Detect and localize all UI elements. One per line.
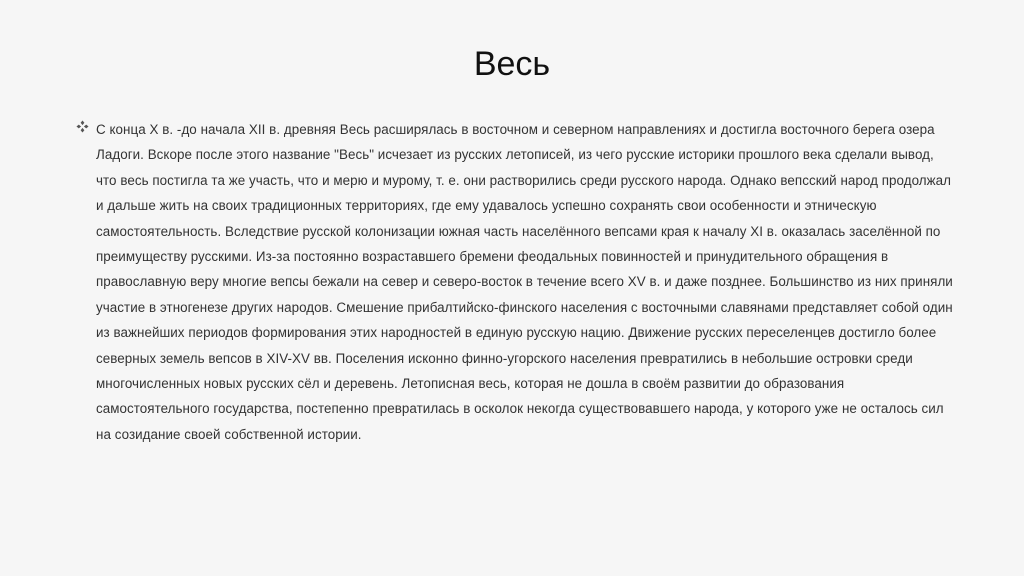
bullet-item: [76, 117, 956, 447]
bullet-text: С конца X в. -до начала XII в. древняя Весь расширялась в восточном и северном направлениях и достигла восточного берега озера Ладоги. Вскоре после этого название "Весь" исчезает из русских летописей, из чего русские историки прошлого века сделали вывод, что весь постигла та же участь, что и мерю и мурому, т. е. они растворились среди русского народа. Однако вепсский народ продолжал и дальше жить на своих традиционных территориях, где ему удавалось успешно сохранять свои особенности и этническую самостоятельность. Вследствие русской колонизации южная часть населённого вепсами края к началу XI в. оказалась заселённой по преимуществу русскими. Из-за постоянно возраставшего бремени феодальных повинностей и принудительного обращения в православную веру многие вепсы бежали на север и северо-восток в течение всего XV в. и даже позднее. Большинство из них приняли участие в этногенезе других народов. Смешение прибалтийско-финского населения с восточными славянами представляет собой один из важнейших периодов формирования этих народностей в единую русскую нацию. Движение русских переселенцев достигло более северных земель вепсов в XIV-XV вв. Поселения исконно финно-угорского населения превратились в небольшие островки среди многочисленных новых русских сёл и деревень. Летописная весь, которая не дошла в своём развитии до образования самостоятельного государства, постепенно превратилась в осколок некогда существовавшего народа, у которого уже не осталось сил на созидание своей собственной истории.: [96, 122, 953, 442]
diamond-bullet-icon: [76, 120, 89, 133]
slide-content: [76, 117, 956, 447]
slide-title: Весь: [473, 45, 551, 83]
